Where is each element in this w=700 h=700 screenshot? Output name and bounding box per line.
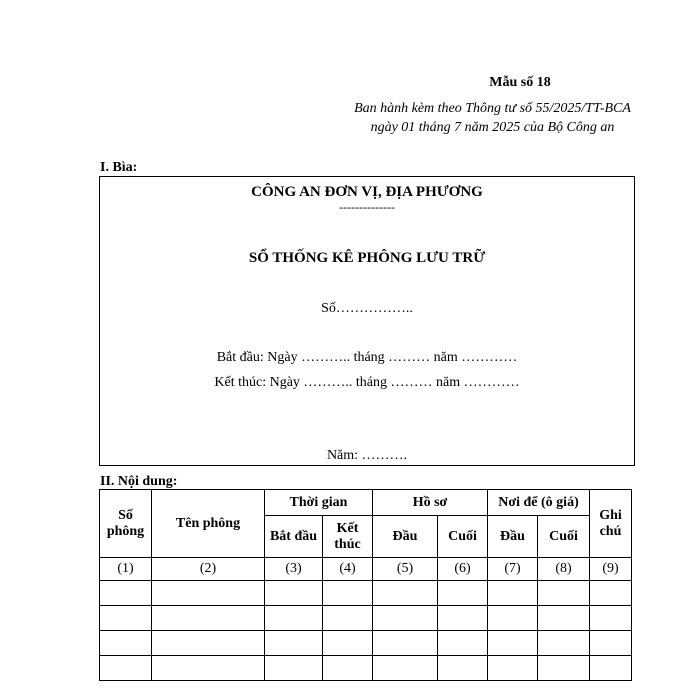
column-number: (7) bbox=[488, 558, 538, 581]
table-cell bbox=[323, 606, 373, 631]
table-row bbox=[100, 631, 632, 656]
table-cell bbox=[373, 631, 438, 656]
table-cell bbox=[100, 581, 152, 606]
column-number: (1) bbox=[100, 558, 152, 581]
header-ho-so-cuoi: Cuối bbox=[438, 516, 488, 558]
table-cell bbox=[373, 656, 438, 681]
form-number: Mẫu số 18 bbox=[489, 75, 551, 90]
table-cell bbox=[323, 631, 373, 656]
table-cell bbox=[488, 656, 538, 681]
column-number: (5) bbox=[373, 558, 438, 581]
table-cell bbox=[538, 581, 590, 606]
header-ho-so: Hồ sơ bbox=[373, 490, 488, 516]
header-ghi-chu: Ghi chú bbox=[590, 490, 632, 558]
table-cell bbox=[152, 581, 265, 606]
cover-box bbox=[99, 176, 635, 466]
cover-end-line: Kết thúc: Ngày ……….. tháng ……… năm ………… bbox=[214, 375, 520, 390]
table-cell bbox=[438, 656, 488, 681]
header-so-phong: Số phông bbox=[100, 490, 152, 558]
table-cell bbox=[488, 606, 538, 631]
column-number: (8) bbox=[538, 558, 590, 581]
header-ket-thuc: Kết thúc bbox=[323, 516, 373, 558]
table-cell bbox=[538, 606, 590, 631]
table-cell bbox=[438, 631, 488, 656]
table-row bbox=[100, 656, 632, 681]
table-cell bbox=[152, 631, 265, 656]
table-cell bbox=[100, 656, 152, 681]
table-cell bbox=[265, 581, 323, 606]
header-ten-phong: Tên phông bbox=[152, 490, 265, 558]
header-bat-dau: Bắt đầu bbox=[265, 516, 323, 558]
header-noi-de: Nơi để (ô giá) bbox=[488, 490, 590, 516]
table-cell bbox=[590, 631, 632, 656]
table-cell bbox=[538, 631, 590, 656]
table-cell bbox=[265, 656, 323, 681]
header-noi-de-cuoi: Cuối bbox=[538, 516, 590, 558]
column-number: (9) bbox=[590, 558, 632, 581]
table-cell bbox=[373, 606, 438, 631]
header-noi-de-dau: Đầu bbox=[488, 516, 538, 558]
column-number: (3) bbox=[265, 558, 323, 581]
cover-dashes: -------------- bbox=[339, 200, 395, 214]
table-cell bbox=[265, 606, 323, 631]
cover-book-title: SỔ THỐNG KÊ PHÔNG LƯU TRỮ bbox=[248, 250, 486, 266]
table-cell bbox=[323, 581, 373, 606]
table-row bbox=[100, 606, 632, 631]
column-number: (6) bbox=[438, 558, 488, 581]
table-cell bbox=[488, 631, 538, 656]
table-cell bbox=[152, 656, 265, 681]
table-cell bbox=[265, 631, 323, 656]
table-cell bbox=[438, 581, 488, 606]
header-ho-so-dau: Đầu bbox=[373, 516, 438, 558]
table-cell bbox=[538, 656, 590, 681]
table-cell bbox=[100, 606, 152, 631]
column-number-row bbox=[100, 558, 632, 581]
cover-year-line: Năm: ………. bbox=[326, 448, 408, 463]
table-cell bbox=[323, 656, 373, 681]
section-content-title: II. Nội dung: bbox=[100, 474, 178, 489]
table-cell bbox=[590, 606, 632, 631]
column-number: (2) bbox=[152, 558, 265, 581]
cover-unit: CÔNG AN ĐƠN VỊ, ĐỊA PHƯƠNG bbox=[251, 184, 483, 200]
column-number: (4) bbox=[323, 558, 373, 581]
cover-number-line: Số…………….. bbox=[321, 301, 413, 316]
table-cell bbox=[590, 581, 632, 606]
register-table bbox=[99, 489, 632, 681]
table-cell bbox=[590, 656, 632, 681]
table-cell bbox=[438, 606, 488, 631]
table-row bbox=[100, 581, 632, 606]
table-cell bbox=[488, 581, 538, 606]
table-cell bbox=[373, 581, 438, 606]
section-cover-title: I. Bìa: bbox=[100, 160, 138, 175]
table-cell bbox=[100, 631, 152, 656]
header-thoi-gian: Thời gian bbox=[265, 490, 373, 516]
issued-note: Ban hành kèm theo Thông tư số 55/2025/TT-BCA ngày 01 tháng 7 năm 2025 của Bộ Công an bbox=[354, 101, 631, 135]
table-cell bbox=[152, 606, 265, 631]
cover-start-line: Bắt đầu: Ngày ……….. tháng ……… năm ………… bbox=[216, 350, 518, 365]
